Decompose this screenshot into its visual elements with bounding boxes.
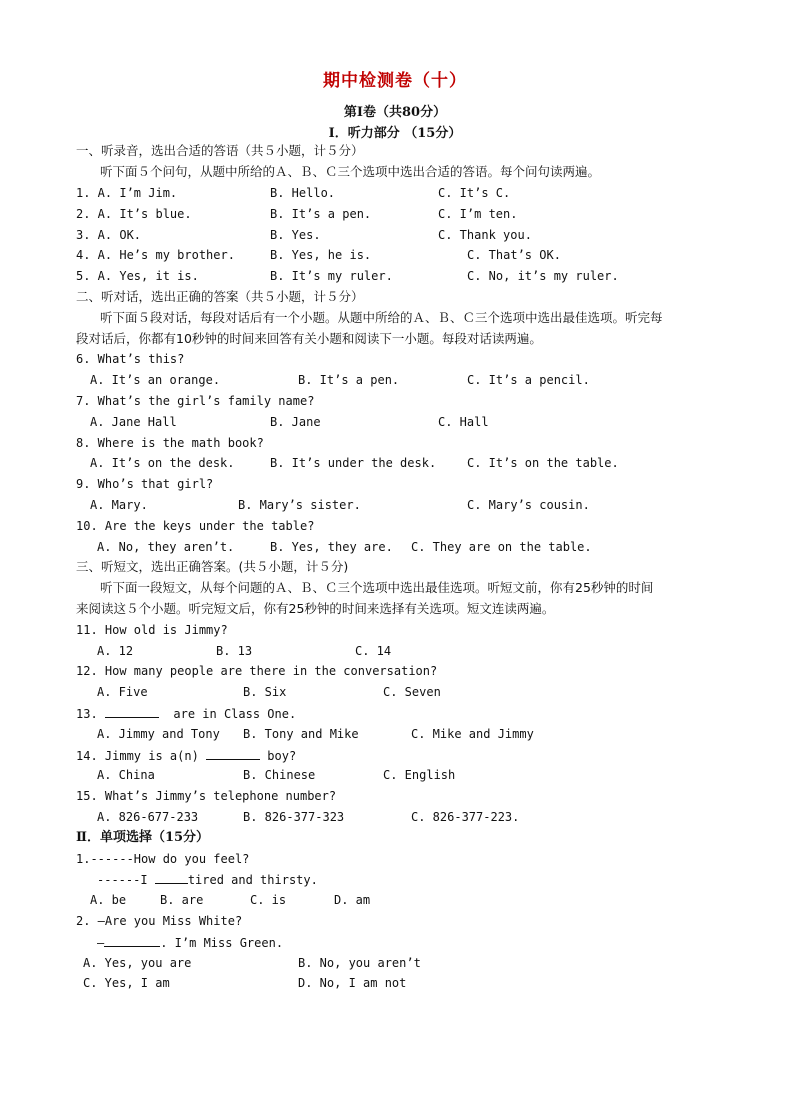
- section3-instructions-line2: 来阅读这５个小题。听完短文后，你有25秒钟的时间来选择有关选项。短文连读两遍。: [76, 601, 555, 616]
- q6-option-b: B. It’s a pen.: [298, 373, 400, 387]
- q13-stem-text: are in Class One.: [173, 707, 297, 721]
- mc-q1-stem: 1.------How do you feel?: [76, 852, 250, 866]
- q15-option-c: C. 826-377-223.: [411, 810, 520, 824]
- q10-option-b: B. Yes, they are.: [270, 540, 393, 554]
- q14-blank: [206, 747, 260, 760]
- q4-option-c: C. That’s OK.: [467, 248, 561, 262]
- q9-option-a: A. Mary.: [90, 498, 148, 512]
- q11-stem: 11. How old is Jimmy?: [76, 623, 228, 637]
- q9-option-c: C. Mary’s cousin.: [467, 498, 590, 512]
- section2-heading: 二、听对话，选出正确的答案（共５小题，计５分）: [76, 289, 364, 304]
- section2-instructions-line2: 段对话后，你都有10秒钟的时间来回答有关小题和阅读下一小题。每段对话读两遍。: [76, 331, 542, 346]
- q1-option-b: B. Hello.: [270, 186, 336, 200]
- q9-option-b: B. Mary’s sister.: [238, 498, 361, 512]
- q6-option-a: A. It’s an orange.: [90, 373, 221, 387]
- mc-q1-response-start: ------I: [97, 873, 148, 887]
- q7-option-c: C. Hall: [438, 415, 489, 429]
- mc-q1-option-c: C. is: [250, 893, 287, 907]
- q13-blank: [105, 705, 159, 718]
- mc-q1-blank: [155, 871, 188, 884]
- q12-option-b: B. Six: [243, 685, 287, 699]
- q13-stem: [76, 705, 296, 722]
- q13-option-b: B. Tony and Mike: [243, 727, 359, 741]
- q3-option-b: B. Yes.: [270, 228, 321, 242]
- section2-instructions-line1: 听下面５段对话，每段对话后有一个小题。从题中所给的Ａ、Ｂ、Ｃ三个选项中选出最佳选项。听完每: [100, 310, 663, 325]
- q13-number: 13.: [76, 707, 98, 721]
- q8-stem: 8. Where is the math book?: [76, 436, 264, 450]
- q9-stem: 9. Who’s that girl?: [76, 477, 214, 491]
- section3-heading: 三、听短文，选出正确答案。(共５小题，计５分): [76, 559, 349, 574]
- q7-option-b: B. Jane: [270, 415, 321, 429]
- mc-q2-blank: [104, 934, 160, 947]
- q4-option-b: B. Yes, he is.: [270, 248, 372, 262]
- q1-option-c: C. It’s C.: [438, 186, 511, 200]
- q11-option-c: C. 14: [355, 644, 392, 658]
- q14-stem-end: boy?: [267, 749, 297, 763]
- mc-q1-response: [97, 871, 318, 888]
- q2-option-a: 2. A. It’s blue.: [76, 207, 192, 221]
- q6-option-c: C. It’s a pencil.: [467, 373, 590, 387]
- q1-option-a: 1. A. I’m Jim.: [76, 186, 178, 200]
- q12-stem: 12. How many people are there in the conversation?: [76, 664, 438, 678]
- q14-stem: [76, 747, 296, 764]
- q12-option-a: A. Five: [97, 685, 148, 699]
- q4-option-a: 4. A. He’s my brother.: [76, 248, 235, 262]
- exam-title: 期中检测卷（十）: [323, 71, 467, 91]
- mc-q2-option-d: D. No, I am not: [298, 976, 407, 990]
- mc-q1-option-b: B. are: [160, 893, 204, 907]
- q3-option-c: C. Thank you.: [438, 228, 532, 242]
- mc-q1-response-end: tired and thirsty.: [187, 873, 318, 887]
- mc-q2-response: [97, 934, 283, 951]
- section1-heading: 一、听录音，选出合适的答语（共５小题，计５分）: [76, 143, 364, 158]
- q13-option-a: A. Jimmy and Tony: [97, 727, 220, 741]
- q7-option-a: A. Jane Hall: [90, 415, 177, 429]
- mc-q2-response-end: . I’m Miss Green.: [160, 936, 284, 950]
- q11-option-b: B. 13: [216, 644, 253, 658]
- q8-option-c: C. It’s on the table.: [467, 456, 619, 470]
- q15-option-b: B. 826-377-323: [243, 810, 345, 824]
- q3-option-a: 3. A. OK.: [76, 228, 142, 242]
- q10-option-c: C. They are on the table.: [411, 540, 592, 554]
- single-choice-part-heading: Ⅱ．单项选择（15分）: [76, 830, 210, 845]
- q15-stem: 15. What’s Jimmy’s telephone number?: [76, 789, 337, 803]
- q6-stem: 6. What’s this?: [76, 352, 185, 366]
- mc-q2-response-start: —: [97, 936, 105, 950]
- mc-q2-option-c: C. Yes, I am: [83, 976, 170, 990]
- q11-option-a: A. 12: [97, 644, 134, 658]
- q2-option-c: C. I’m ten.: [438, 207, 518, 221]
- q8-option-a: A. It’s on the desk.: [90, 456, 235, 470]
- mc-q2-stem: 2. —Are you Miss White?: [76, 914, 243, 928]
- q12-option-c: C. Seven: [383, 685, 441, 699]
- q13-option-c: C. Mike and Jimmy: [411, 727, 534, 741]
- q8-option-b: B. It’s under the desk.: [270, 456, 437, 470]
- q5-option-c: C. No, it’s my ruler.: [467, 269, 619, 283]
- q14-stem-text: 14. Jimmy is a(n): [76, 749, 199, 763]
- mc-q1-option-a: A. be: [90, 893, 127, 907]
- q10-option-a: A. No, they aren’t.: [97, 540, 235, 554]
- q2-option-b: B. It’s a pen.: [270, 207, 372, 221]
- listening-part-heading: Ⅰ．听力部分 （15分）: [328, 126, 462, 141]
- q5-option-b: B. It’s my ruler.: [270, 269, 393, 283]
- q14-option-c: C. English: [383, 768, 456, 782]
- section3-instructions-line1: 听下面一段短文，从每个问题的Ａ、Ｂ、Ｃ三个选项中选出最佳选项。听短文前，你有25秒钟的时间: [100, 580, 654, 595]
- q7-stem: 7. What’s the girl’s family name?: [76, 394, 315, 408]
- mc-q2-option-b: B. No, you aren’t: [298, 956, 421, 970]
- mc-q2-option-a: A. Yes, you are: [83, 956, 192, 970]
- q14-option-b: B. Chinese: [243, 768, 316, 782]
- q14-option-a: A. China: [97, 768, 155, 782]
- mc-q1-option-d: D. am: [334, 893, 371, 907]
- volume-heading: 第Ⅰ卷（共80分）: [343, 105, 447, 120]
- q10-stem: 10. Are the keys under the table?: [76, 519, 315, 533]
- section1-instructions: 听下面５个问句，从题中所给的Ａ、Ｂ、Ｃ三个选项中选出合适的答语。每个问句读两遍。: [100, 164, 601, 179]
- q15-option-a: A. 826-677-233: [97, 810, 199, 824]
- q5-option-a: 5. A. Yes, it is.: [76, 269, 199, 283]
